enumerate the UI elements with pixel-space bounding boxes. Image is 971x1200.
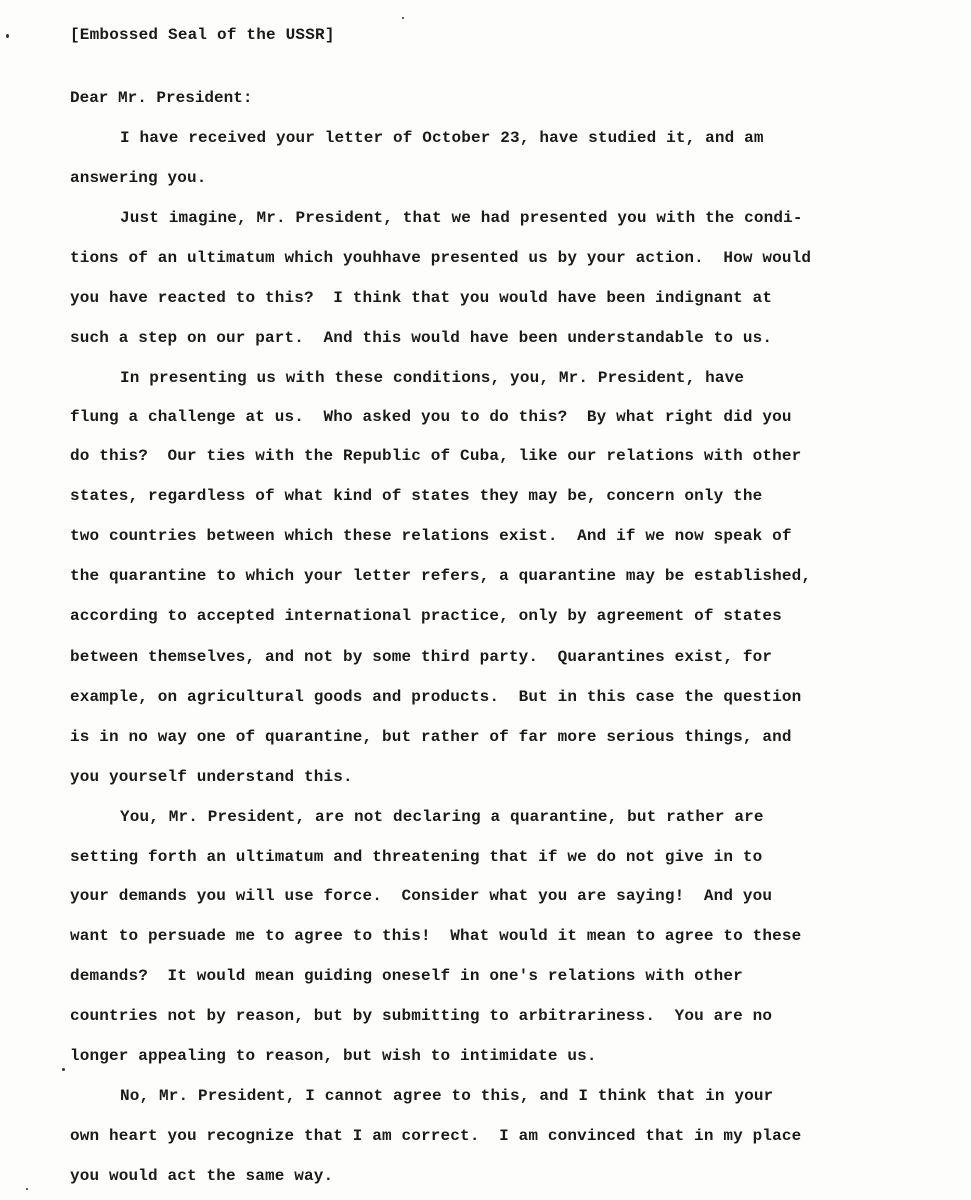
text-line: example, on agricultural goods and products. But in this case the question <box>70 688 802 706</box>
text-line: between themselves, and not by some third party. Quarantines exist, for <box>70 648 773 666</box>
scan-speck <box>62 1068 65 1071</box>
text-line: the quarantine to which your letter refers, a quarantine may be established, <box>70 567 812 585</box>
text-line: demands? It would mean guiding oneself in one's relations with other <box>70 967 743 985</box>
scan-speck <box>6 34 9 38</box>
text-line: you yourself understand this. <box>70 768 353 786</box>
text-line: I have received your letter of October 23, have studied it, and am <box>120 129 764 147</box>
text-line: answering you. <box>70 169 207 187</box>
text-line: you have reacted to this? I think that you would have been indignant at <box>70 289 773 307</box>
text-line: want to persuade me to agree to this! What would it mean to agree to these <box>70 927 802 945</box>
text-line: is in no way one of quarantine, but rather of far more serious things, and <box>70 728 792 746</box>
text-line: Just imagine, Mr. President, that we had presented you with the condi- <box>120 209 803 227</box>
text-line: In presenting us with these conditions, you, Mr. President, have <box>120 369 745 387</box>
text-line: flung a challenge at us. Who asked you to do this? By what right did you <box>70 408 792 426</box>
text-line: setting forth an ultimatum and threatening that if we do not give in to <box>70 848 763 866</box>
text-line: longer appealing to reason, but wish to intimidate us. <box>70 1047 597 1065</box>
text-line: own heart you recognize that I am correct. I am convinced that in my place <box>70 1127 802 1145</box>
seal-note: [Embossed Seal of the USSR] <box>70 26 335 44</box>
text-line: No, Mr. President, I cannot agree to this, and I think that in your <box>120 1087 774 1105</box>
text-line: tions of an ultimatum which youhhave presented us by your action. How would <box>70 249 812 267</box>
text-line: countries not by reason, but by submitting to arbitrariness. You are no <box>70 1007 773 1025</box>
text-line: states, regardless of what kind of states they may be, concern only the <box>70 487 763 505</box>
salutation: Dear Mr. President: <box>70 89 253 107</box>
text-line: your demands you will use force. Consider what you are saying! And you <box>70 887 773 905</box>
text-line: two countries between which these relations exist. And if we now speak of <box>70 527 792 545</box>
text-line: do this? Our ties with the Republic of Cuba, like our relations with other <box>70 447 802 465</box>
scan-speck <box>26 1188 28 1190</box>
text-line: according to accepted international practice, only by agreement of states <box>70 607 782 625</box>
text-line: you would act the same way. <box>70 1167 334 1185</box>
text-line: such a step on our part. And this would have been understandable to us. <box>70 329 773 347</box>
scan-speck <box>402 17 404 19</box>
text-line: You, Mr. President, are not declaring a quarantine, but rather are <box>120 808 764 826</box>
